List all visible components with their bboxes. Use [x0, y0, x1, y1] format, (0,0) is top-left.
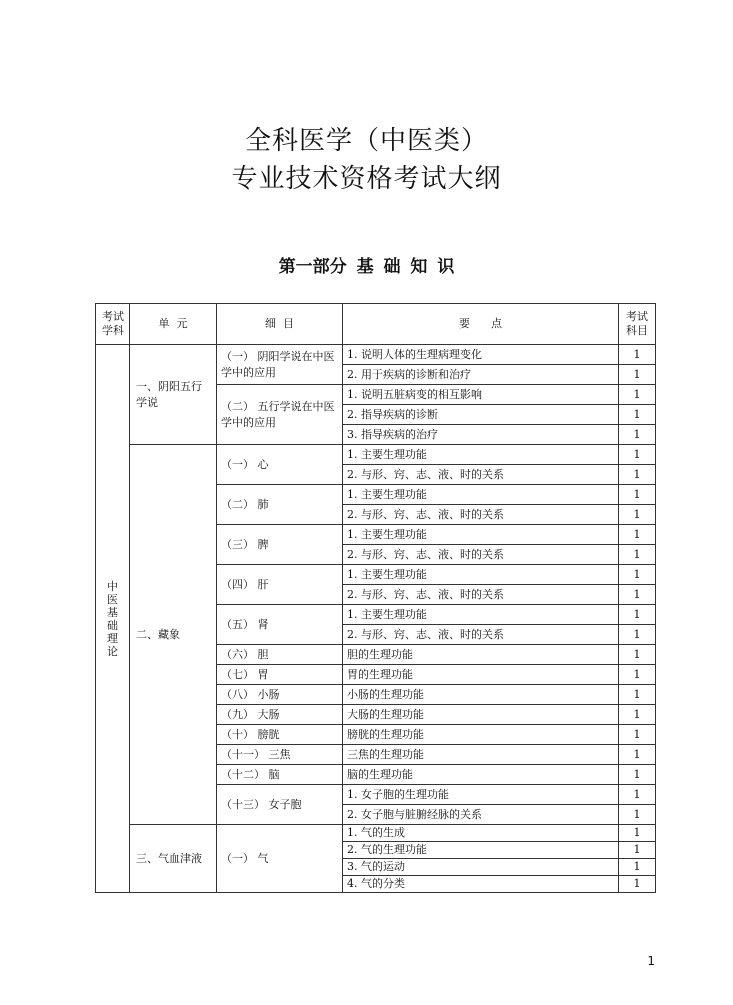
detail-cell: （七） 胃: [217, 665, 343, 685]
score-cell: 1: [619, 685, 656, 705]
detail-cell: （十三） 女子胞: [217, 785, 343, 825]
point-cell: 1. 气的生成: [343, 825, 619, 842]
syllabus-body: [96, 345, 656, 893]
table-row: [96, 445, 656, 465]
detail-cell: （十二） 脑: [217, 765, 343, 785]
point-cell: 2. 与形、窍、志、液、时的关系: [343, 505, 619, 525]
unit-cell: 二、藏象: [130, 445, 217, 825]
score-cell: 1: [619, 665, 656, 685]
score-cell: 1: [619, 625, 656, 645]
score-cell: 1: [619, 405, 656, 425]
score-cell: 1: [619, 365, 656, 385]
detail-cell: （一） 阴阳学说在中医学中的应用: [217, 345, 343, 385]
point-cell: 1. 主要生理功能: [343, 565, 619, 585]
table-row: [96, 345, 656, 365]
point-cell: 1. 主要生理功能: [343, 445, 619, 465]
page-number: 1: [647, 954, 655, 968]
score-cell: 1: [619, 565, 656, 585]
point-cell: 小肠的生理功能: [343, 685, 619, 705]
point-cell: 脑的生理功能: [343, 765, 619, 785]
detail-cell: （八） 小肠: [217, 685, 343, 705]
score-cell: 1: [619, 725, 656, 745]
detail-cell: （十） 膀胱: [217, 725, 343, 745]
score-cell: 1: [619, 485, 656, 505]
header-point: 要 点: [343, 304, 619, 345]
point-cell: 2. 用于疾病的诊断和治疗: [343, 365, 619, 385]
point-cell: 三焦的生理功能: [343, 745, 619, 765]
score-cell: 1: [619, 805, 656, 825]
score-cell: 1: [619, 465, 656, 485]
score-cell: 1: [619, 745, 656, 765]
point-cell: 1. 说明五脏病变的相互影响: [343, 385, 619, 405]
score-cell: 1: [619, 859, 656, 876]
header-detail: 细 目: [217, 304, 343, 345]
point-cell: 胃的生理功能: [343, 665, 619, 685]
detail-cell: （四） 肝: [217, 565, 343, 605]
score-cell: 1: [619, 825, 656, 842]
score-cell: 1: [619, 645, 656, 665]
point-cell: 2. 与形、窍、志、液、时的关系: [343, 465, 619, 485]
score-cell: 1: [619, 505, 656, 525]
table-header-row: [96, 304, 656, 345]
header-score: 考试科目: [619, 304, 656, 345]
score-cell: 1: [619, 705, 656, 725]
document-title-line1: 全科医学（中医类）: [244, 126, 488, 156]
detail-cell: （一） 气: [217, 825, 343, 893]
point-cell: 大肠的生理功能: [343, 705, 619, 725]
score-cell: 1: [619, 876, 656, 893]
score-cell: 1: [619, 385, 656, 405]
point-cell: 1. 说明人体的生理病理变化: [343, 345, 619, 365]
detail-cell: （二） 肺: [217, 485, 343, 525]
header-unit: 单 元: [130, 304, 217, 345]
point-cell: 2. 与形、窍、志、液、时的关系: [343, 625, 619, 645]
point-cell: 1. 主要生理功能: [343, 485, 619, 505]
score-cell: 1: [619, 445, 656, 465]
point-cell: 2. 与形、窍、志、液、时的关系: [343, 585, 619, 605]
header-subject: 考试学科: [96, 304, 130, 345]
point-cell: 2. 女子胞与脏腑经脉的关系: [343, 805, 619, 825]
point-cell: 2. 与形、窍、志、液、时的关系: [343, 545, 619, 565]
unit-cell: 一、阴阳五行学说: [130, 345, 217, 445]
detail-cell: （一） 心: [217, 445, 343, 485]
detail-cell: （五） 肾: [217, 605, 343, 645]
detail-cell: （十一） 三焦: [217, 745, 343, 765]
score-cell: 1: [619, 585, 656, 605]
detail-cell: （九） 大肠: [217, 705, 343, 725]
subject-cell: 中医基础理论: [96, 345, 130, 893]
syllabus-table: [95, 303, 656, 893]
section-subtitle: 第一部分 基 础 知 识: [278, 257, 455, 277]
score-cell: 1: [619, 345, 656, 365]
table-row: [96, 825, 656, 842]
score-cell: 1: [619, 785, 656, 805]
point-cell: 3. 指导疾病的治疗: [343, 425, 619, 445]
score-cell: 1: [619, 525, 656, 545]
score-cell: 1: [619, 545, 656, 565]
point-cell: 3. 气的运动: [343, 859, 619, 876]
document-title-line2: 专业技术资格考试大纲: [231, 164, 502, 194]
detail-cell: （二） 五行学说在中医学中的应用: [217, 385, 343, 445]
detail-cell: （六） 胆: [217, 645, 343, 665]
point-cell: 1. 女子胞的生理功能: [343, 785, 619, 805]
score-cell: 1: [619, 765, 656, 785]
unit-cell: 三、气血津液: [130, 825, 217, 893]
point-cell: 2. 指导疾病的诊断: [343, 405, 619, 425]
score-cell: 1: [619, 605, 656, 625]
score-cell: 1: [619, 425, 656, 445]
point-cell: 1. 主要生理功能: [343, 605, 619, 625]
score-cell: 1: [619, 842, 656, 859]
point-cell: 4. 气的分类: [343, 876, 619, 893]
point-cell: 膀胱的生理功能: [343, 725, 619, 745]
point-cell: 1. 主要生理功能: [343, 525, 619, 545]
point-cell: 胆的生理功能: [343, 645, 619, 665]
detail-cell: （三） 脾: [217, 525, 343, 565]
point-cell: 2. 气的生理功能: [343, 842, 619, 859]
